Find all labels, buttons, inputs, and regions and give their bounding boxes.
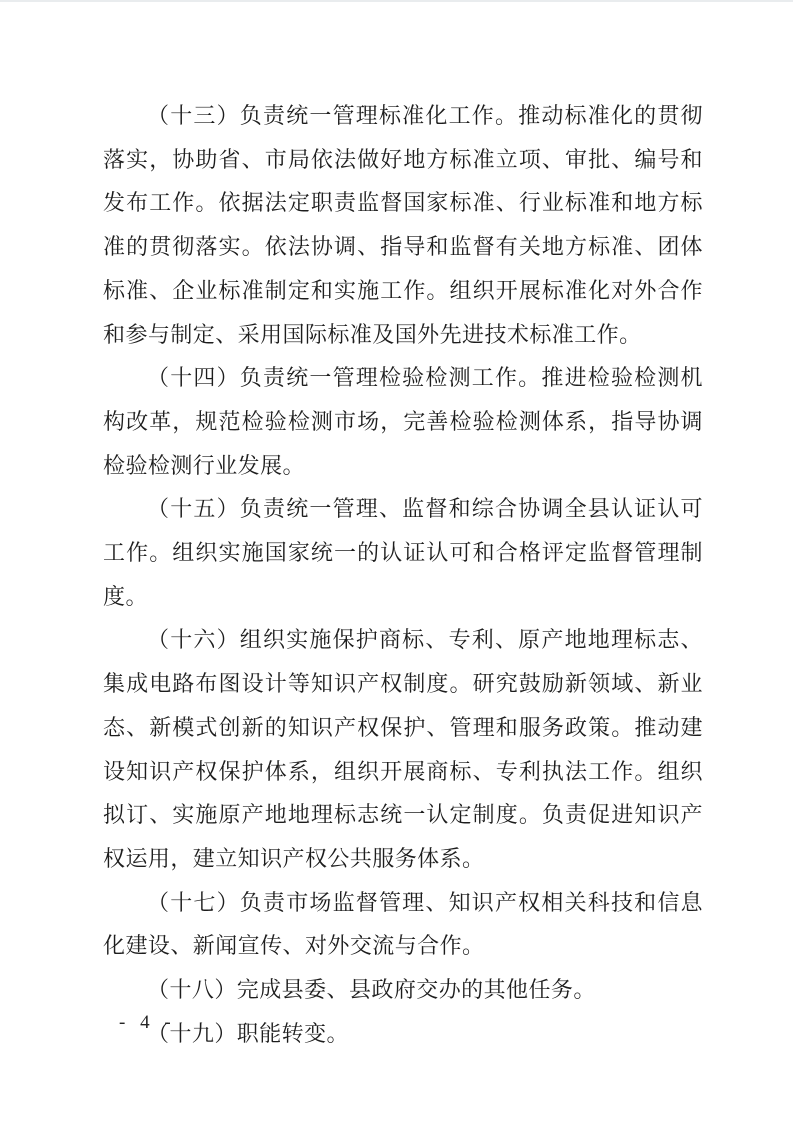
clause-13-paragraph: （十三）负责统一管理标准化工作。推动标准化的贯彻落实，协助省、市局依法做好地方标准立项、审批、编号和发布工作。依据法定职责监督国家标准、行业标准和地方标准的贯彻落实。依法协调、指导和监督有关地方标准、团体标准、企业标准制定和实施工作。组织开展标准化对外合作和参与制定、采用国际标准及国外先进技术标准工作。 [103, 103, 703, 347]
document-body [103, 94, 703, 1055]
clause-17-paragraph: （十七）负责市场监督管理、知识产权相关科技和信息化建设、新闻宣传、对外交流与合作。 [103, 889, 703, 959]
clause-18-paragraph: （十八）完成县委、县政府交办的其他任务。 [147, 977, 596, 1003]
clause-19-paragraph: （十九）职能转变。 [147, 1020, 349, 1046]
scan-top-edge [0, 0, 793, 2]
clause-15-paragraph: （十五）负责统一管理、监督和综合协调全县认证认可工作。组织实施国家统一的认证认可和合格评定监督管理制度。 [103, 496, 703, 609]
clause-16-paragraph: （十六）组织实施保护商标、专利、原产地地理标志、集成电路布图设计等知识产权制度。研究鼓励新领域、新业态、新模式创新的知识产权保护、管理和服务政策。推动建设知识产权保护体系，组织开展商标、专利执法工作。组织拟订、实施原产地地理标志统一认定制度。负责促进知识产权运用，建立知识产权公共服务体系。 [103, 627, 703, 871]
clause-14-paragraph: （十四）负责统一管理检验检测工作。推进检验检测机构改革，规范检验检测市场，完善检验检测体系，指导协调检验检测行业发展。 [103, 365, 703, 478]
page-number: - 4 - [119, 1012, 174, 1033]
